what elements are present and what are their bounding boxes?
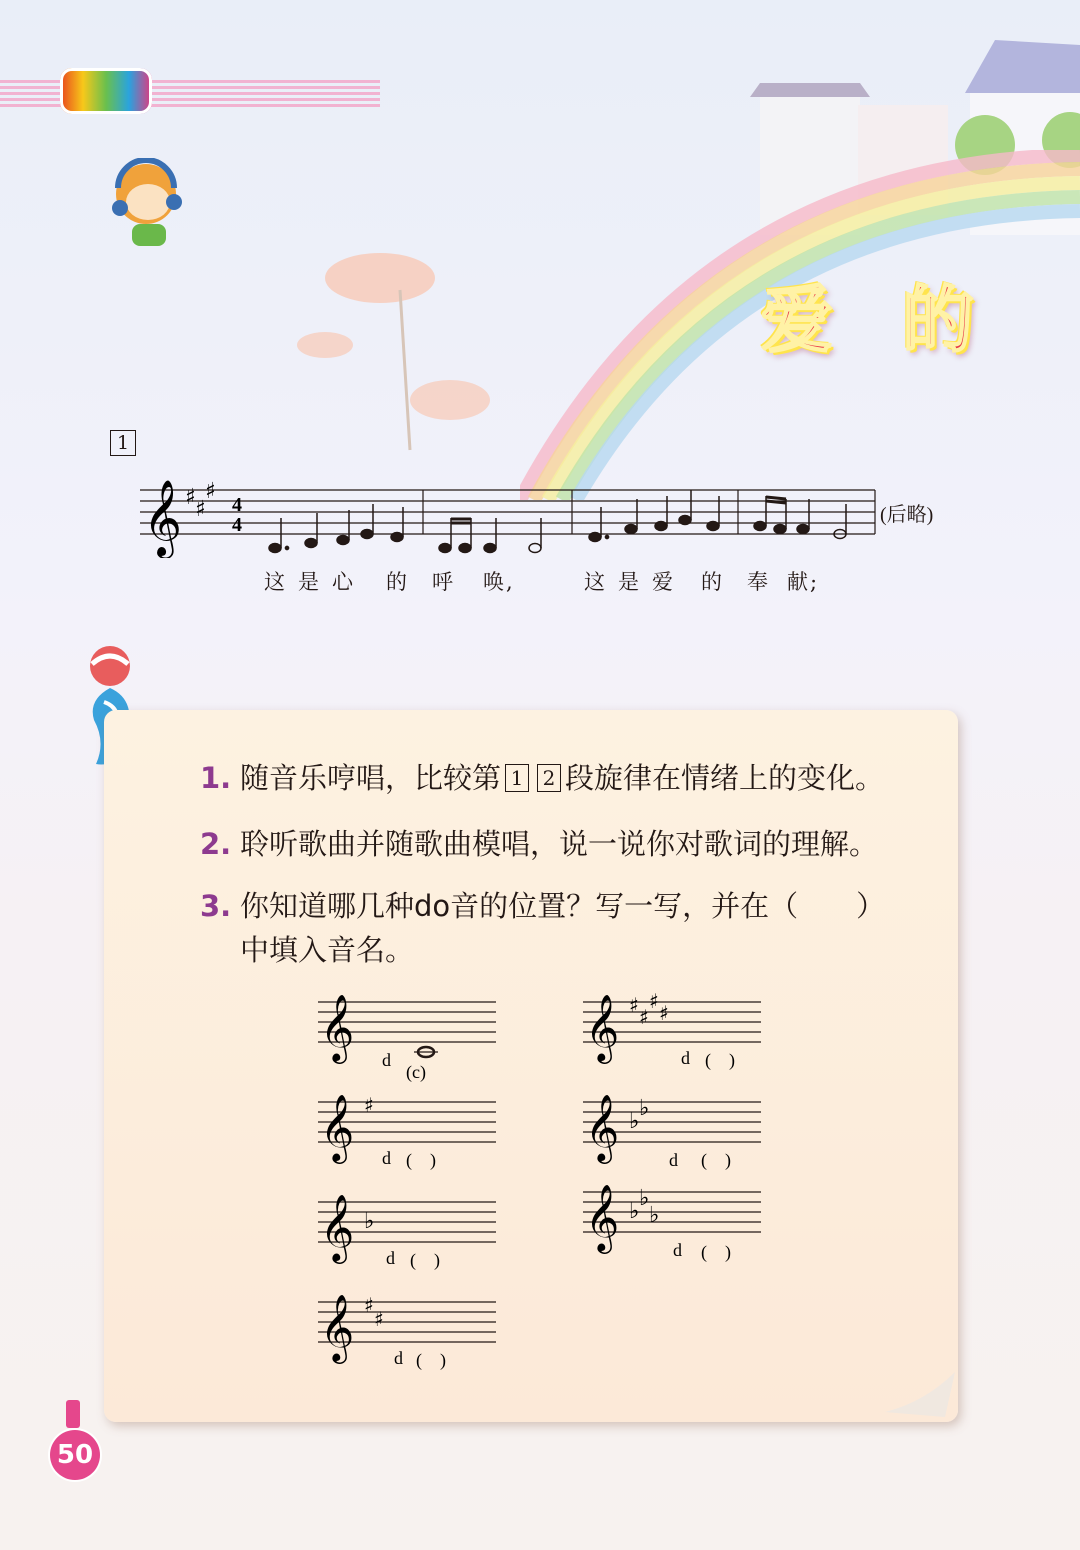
svg-text:d: d <box>673 1240 682 1260</box>
svg-text:♯: ♯ <box>639 1005 649 1029</box>
lyric-syllable: 唤, <box>483 570 515 594</box>
question-3: 3. 你知道哪几种do音的位置？写一写，并在（ ） <box>200 889 886 923</box>
svg-text:♯: ♯ <box>364 1093 374 1117</box>
lyric-syllable: 这 <box>584 570 607 594</box>
exercise-staff-eflat <box>583 1180 763 1265</box>
svg-text:♯: ♯ <box>195 497 206 522</box>
accordion-logo <box>60 68 152 114</box>
question-3-line2: 中填入音名。 <box>240 933 415 967</box>
melody-staff <box>135 468 880 558</box>
svg-text:♯: ♯ <box>205 479 216 504</box>
svg-text:4: 4 <box>232 514 242 536</box>
lyric-syllable: 奉 <box>747 570 770 594</box>
svg-text:d: d <box>681 1048 690 1068</box>
svg-text:( ): ( ) <box>701 1242 731 1262</box>
svg-text:4: 4 <box>232 494 242 516</box>
question-1: 1. 随音乐哼唱，比较第 1 2 段旋律在情绪上的变化。 <box>200 761 885 795</box>
svg-text:d: d <box>386 1248 395 1268</box>
question-2: 2. 聆听歌曲并随歌曲模唱，说一说你对歌词的理解。 <box>200 827 879 861</box>
lyric-syllable: 的 <box>701 570 724 594</box>
svg-text:♭: ♭ <box>629 1199 640 1224</box>
header-ribbon <box>0 80 380 108</box>
segment-number-box: 1 <box>110 430 136 456</box>
svg-text:d: d <box>669 1150 678 1170</box>
exercise-staff-c <box>318 990 498 1085</box>
svg-text:(c): (c) <box>406 1062 426 1082</box>
svg-text:( ): ( ) <box>406 1150 436 1170</box>
svg-text:𝄞: 𝄞 <box>585 1093 620 1161</box>
lyric-syllable: 心 <box>332 570 355 594</box>
svg-text:♭: ♭ <box>639 1096 650 1121</box>
svg-text:♭: ♭ <box>629 1109 640 1134</box>
page-number-tab <box>66 1400 80 1428</box>
svg-text:♯: ♯ <box>629 993 639 1017</box>
svg-text:𝄞: 𝄞 <box>320 1293 355 1361</box>
tail-note: (后略) <box>880 504 934 526</box>
page-number: 50 <box>50 1430 100 1480</box>
svg-text:( ): ( ) <box>701 1150 731 1170</box>
svg-text:𝄞: 𝄞 <box>320 1093 355 1161</box>
page-title: 爱 的 <box>760 278 996 362</box>
svg-text:♯: ♯ <box>649 990 659 1013</box>
svg-text:♭: ♭ <box>649 1203 660 1228</box>
svg-text:♭: ♭ <box>639 1186 650 1211</box>
svg-text:d: d <box>382 1148 391 1168</box>
exercise-staff-e <box>583 990 763 1075</box>
lyric-syllable: 这 <box>264 570 287 594</box>
svg-text:♯: ♯ <box>185 485 196 510</box>
svg-text:♯: ♯ <box>659 1001 669 1025</box>
lyric-syllable: 的 <box>386 570 409 594</box>
svg-text:𝄞: 𝄞 <box>585 1183 620 1251</box>
exercise-staff-bflat <box>583 1090 763 1175</box>
lyric-syllable: 献; <box>787 570 820 594</box>
exercise-staff-g <box>318 1090 498 1175</box>
svg-text:𝄞: 𝄞 <box>320 1193 355 1261</box>
question-number: 2. <box>200 827 232 861</box>
lyric-syllable: 是 <box>298 570 321 594</box>
exercise-staff-f <box>318 1190 498 1275</box>
svg-text:d: d <box>382 1050 391 1070</box>
treble-clef-icon: 𝄞 <box>143 479 183 556</box>
lyric-syllable: 爱 <box>652 570 675 594</box>
svg-text:( ): ( ) <box>410 1250 440 1270</box>
question-number: 3. <box>200 889 232 923</box>
page-curl-icon <box>885 1372 955 1422</box>
question-number: 1. <box>200 761 232 795</box>
lyric-syllable: 是 <box>618 570 641 594</box>
svg-text:♯: ♯ <box>364 1293 374 1317</box>
svg-text:𝄞: 𝄞 <box>320 993 355 1061</box>
svg-text:𝄞: 𝄞 <box>585 993 620 1061</box>
svg-text:( ): ( ) <box>416 1350 446 1370</box>
lyric-syllable: 呼 <box>432 570 455 594</box>
monkey-mascot-icon <box>108 158 188 250</box>
flowers-illustration <box>260 250 520 460</box>
svg-text:♯: ♯ <box>374 1307 384 1331</box>
svg-text:d: d <box>394 1348 403 1368</box>
exercise-staff-d <box>318 1290 498 1375</box>
activity-card <box>104 710 958 1422</box>
svg-text:♭: ♭ <box>364 1209 375 1234</box>
svg-text:( ): ( ) <box>705 1050 735 1070</box>
